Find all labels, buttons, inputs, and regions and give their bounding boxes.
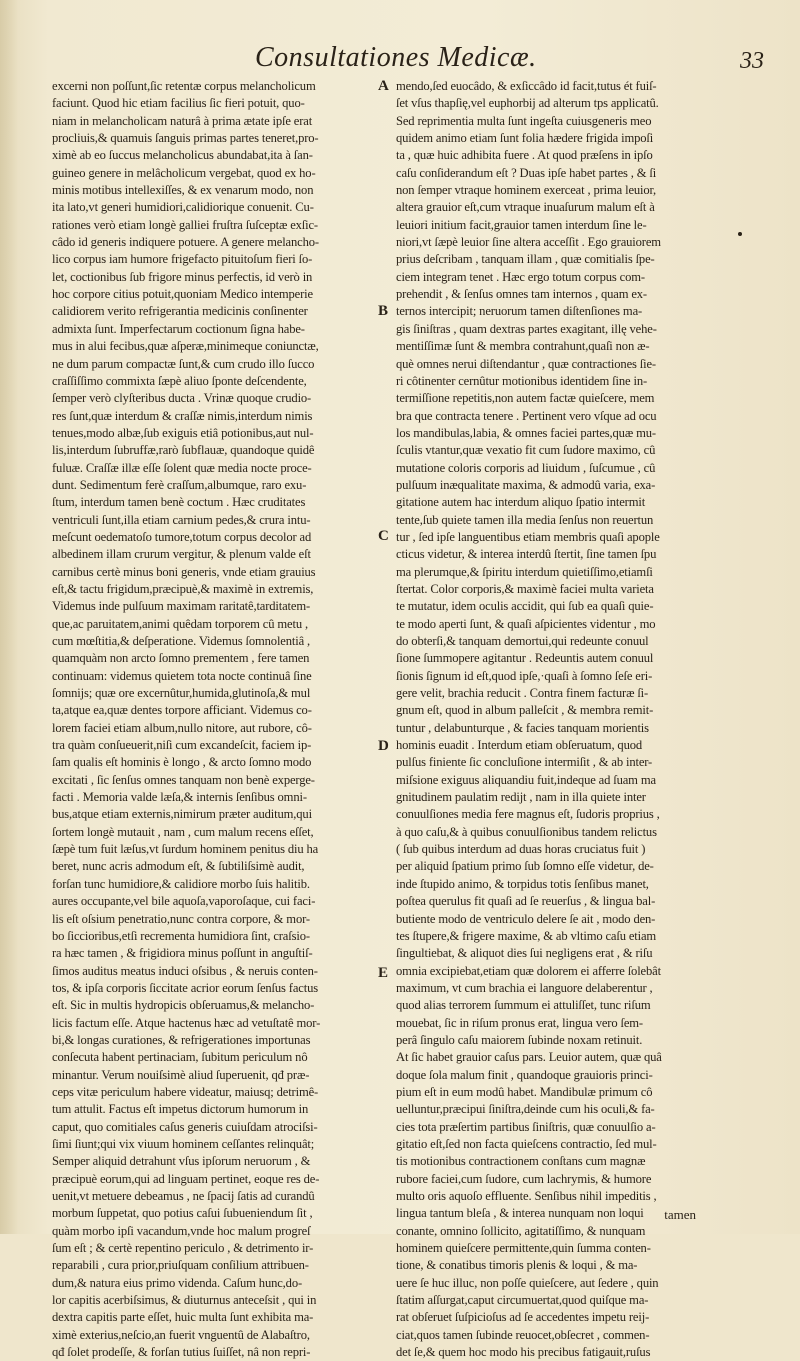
text-line: ſortem longè mutauit , nam , cum malum recens eſſet, <box>52 824 314 839</box>
text-line: pium eſt in eum modû habet. Mandibulæ primum cô <box>396 1084 653 1099</box>
text-line: procliuis,& quamuis ſanguis primas partes teneret,pro- <box>52 131 319 146</box>
text-line: tione, & conatibus timoris plenis & loqui , & ma- <box>396 1258 638 1273</box>
text-line: ne dum parum compactæ ſunt,& cum crudo illo ſucco <box>52 356 315 371</box>
text-line: butiente modo de ventriculo delere ſe ait , modo den- <box>396 911 656 926</box>
text-line: quidem animo etiam ſunt folia hædere frigida impoſi <box>396 131 654 146</box>
margin-letter-b: B <box>378 303 389 319</box>
text-line: pulſus finiente ſic concluſione intermiſit , & ab inter- <box>396 755 653 770</box>
text-line: mus in alui fecibus,quæ aſperæ,minimeque coniunctæ, <box>52 339 319 354</box>
text-line: ſculis vtantur,quæ vexatio fit cum ſudore maximo, cû <box>396 443 656 458</box>
text-line: lor capitis acerbiſsimus, & diuturnus anteceſsit , qui in <box>52 1293 317 1308</box>
text-line: tra quàm conſueuerit,niſi cum excandeſcit, faciem ip- <box>52 738 312 753</box>
text-line: conſecuta habent pertinaciam, ſubitum periculum nô <box>52 1050 308 1065</box>
text-line: carnibus certè minus boni generis, vnde etiam grauius <box>52 564 316 579</box>
text-line: ſimos auditus meatus induci oſsibus , & neruis conten- <box>52 963 318 978</box>
margin-letter-c: C <box>378 528 389 544</box>
text-line: te mutatur, idem oculis accidit, qui ſub ea quaſi quie- <box>396 599 654 614</box>
text-line: ſimi ſiunt;qui vix viuum hominem ceſſantes relinquât; <box>52 1136 315 1151</box>
text-line: ximè ab eo ſuccus melancholicus abundabat,ita à ſan- <box>52 148 313 163</box>
text-line: gnum eſt, quod in album palleſcit , & membra remit- <box>396 703 654 718</box>
text-line: lis,interdum ſubruffæ,rarò ſubflauæ, quandoque quidê <box>52 443 315 458</box>
text-line: tuntur , delabunturque , & facies tanquam morientis <box>396 720 649 735</box>
text-line: rat obſeruet ſuſpicioſus ad ſe accedentes impetu reij- <box>396 1310 650 1325</box>
text-line: ciem integram tenet . Hæc ergo totum corpus com- <box>396 269 645 284</box>
page-number: 33 <box>740 48 764 74</box>
text-line: albedinem illam crurum vergitur, & plenum valde eſt <box>52 547 311 562</box>
text-line: te modo aperti ſunt, & quaſi aſpicientes videntur , mo <box>396 616 656 631</box>
text-line: hoc corpore citius potuit,quoniam Medico intemperie <box>52 287 313 302</box>
text-line: gis ſiniſtras , quam dextras partes exagitant, illę vehe- <box>396 321 657 336</box>
margin-letter-a: A <box>378 78 389 94</box>
text-line: miſsione exiguus aliquandiu fuit,indeque ad ſuam ma <box>396 772 656 787</box>
text-line: leuiori initium facit,grauior tamen interdum ſine le- <box>396 217 647 232</box>
text-line: lis eſt oſsium penetratio,nunc contra corpore, & mor- <box>52 911 310 926</box>
text-line: gere velit, brachia reducit . Contra finem facturæ ſi- <box>396 686 649 701</box>
text-line: forſan tunc humidiore,& calidiore morbo ſuis halitib. <box>52 876 310 891</box>
text-line: Videmus inde pulſuum maximam raritatê,tarditatem- <box>52 599 311 614</box>
text-line: dunt. Sedimentum ferè craſſum,albumque, raro exu- <box>52 477 307 492</box>
text-line: prehendit , & ſenſus omnes tam internos , quam ex- <box>396 287 647 302</box>
text-line: doque ſola malum finit , quandoque grauioris princi- <box>396 1067 653 1082</box>
text-line: faciunt. Quod hic etiam facilius ſic fieri potuit, quo- <box>52 96 305 111</box>
text-line: reparabili , cura prior,priuſquam conſilium attribuen- <box>52 1258 309 1273</box>
text-line: per aliquid ſpatium primo ſub ſomno eſſe videtur, de- <box>396 859 654 874</box>
text-line: eſt. Sic in multis hydropicis obſeruamus,& melancho- <box>52 998 315 1013</box>
text-line: bi,& longas curationes, & refrigerationes importunas <box>52 1032 311 1047</box>
text-line: præcipuè eorum,qui ad linguam pertinet, eoque res de- <box>52 1171 320 1186</box>
text-line: tente,ſub quiete tamen illa media ſenſus non reuertun <box>396 512 654 527</box>
text-line: morbum ſuppetat, quo potius caſui ſubueniendum ſit , <box>52 1206 313 1221</box>
text-line: ta , quæ huic adhibita fuere . At quod præſens in ipſo <box>396 148 653 163</box>
text-line: continuam: videmus quietem tota nocte continuâ ſine <box>52 668 312 683</box>
text-line: meſcunt oedematoſo tumore,totum corpus decolor ad <box>52 529 312 544</box>
text-line: tos, & ipſa corporis ſiccitate acrior eorum ſenſus factus <box>52 980 318 995</box>
margin-letter-d: D <box>378 738 389 754</box>
text-line: ſum eſt ; & certè repentino periculo , & detrimento ir- <box>52 1241 314 1256</box>
text-line: uelluntur,præcipui ſiniſtra,deinde cum his oculi,& fa- <box>396 1102 655 1117</box>
text-line: guineo genere in melâcholicum vergebat, quod ex ho- <box>52 165 316 180</box>
text-line: multo oris aquoſo effluente. Senſibus nihil impeditis , <box>396 1189 657 1203</box>
text-line: tur , ſed ipſe languentibus etiam membris quaſi apople <box>396 529 660 544</box>
text-line: câdo id generis indiquere potuere. A genere melancho- <box>52 235 319 250</box>
text-line: ( ſub quibus interdum ad duas horas cruciatus fuit ) <box>396 842 646 857</box>
text-line: beret, nunc acris admodum eſt, & ſubtiliſsimè audit, <box>52 859 305 874</box>
text-line: craſſiſſimo commixta ſæpè aliuo ſponte deſcendente, <box>52 373 307 388</box>
text-line: ra hæc tamen , & frigidiora minus poſſunt in anguſtiſ- <box>52 946 313 961</box>
text-line: caſu conſiderandum eſt ? Duas ipſe habet partes , & ſi <box>396 165 657 180</box>
text-line: pulſuum inæqualitate maxima, & admodû varia, exa- <box>396 477 656 492</box>
left-text-column <box>52 78 376 1361</box>
text-line: tenues,modo albæ,ſub exiguis etiâ potionibus,aut nul- <box>52 425 314 440</box>
text-line: dextra capitis parte eſſet, huic multa ſunt exhibita ma- <box>52 1310 314 1325</box>
text-line: res ſunt,quæ interdum & craſſæ nimis,interdum nimis <box>52 408 313 423</box>
text-line: minis motibus intellexiſſes, & ex venarum modo, non <box>52 183 314 198</box>
text-line: ſam qualis eſt hominis è longo , & arcto ſomno modo <box>52 755 312 770</box>
text-line: fuluæ. Craſſæ illæ eſſe ſolent quæ media nocte proce- <box>52 460 312 475</box>
text-line: dum,& natura eius primo videnda. Caſum hunc,do- <box>52 1275 303 1290</box>
text-line: altera grauior eſt,cum vtraque inuaſurum malum eſt à <box>396 200 655 215</box>
text-line: Semper aliquid detrahunt vſus ipſorum neruorum , & <box>52 1154 311 1169</box>
text-line: caput, quo comitiales caſus generis cuiuſdam atrociſsi- <box>52 1119 318 1134</box>
text-line: let, coctionibus ſub frigore minus perfectis, id verò in <box>52 269 313 284</box>
ink-mark <box>738 232 742 236</box>
text-line: ita lato,vt generi humidiori,calidiorique conuenit. Cu- <box>52 200 314 215</box>
text-line: facti . Memoria valde læſa,& internis ſenſibus omni- <box>52 790 307 805</box>
text-line: ſæpè tum fuit læſus,vt ſurdum hominem penitus diu ha <box>52 842 319 857</box>
text-line: quàm morbo ipſi vacandum,vnde hoc malum progreſ <box>52 1223 311 1238</box>
text-line: cies tota præſertim partibus ſiniſtris, quæ conuulſio a- <box>396 1119 656 1134</box>
text-line: omnia excipiebat,etiam quæ dolorem ei afferre ſolebât <box>396 963 661 978</box>
text-line: ſingultiebat, & aliquot dies ſui negligens erat , & riſu <box>396 946 653 961</box>
catchword: tamen <box>664 1207 696 1222</box>
text-line: At ſic habet grauior caſus pars. Leuior autem, quæ quâ <box>396 1050 662 1065</box>
running-title: Consultationes Medicæ. <box>255 42 537 73</box>
text-line: ſtum, interdum tamen benè coctum . Hæc cruditates <box>52 495 306 510</box>
page-gutter-shadow <box>0 0 18 1234</box>
text-line: rationes verò etiam longè galliei fruſtra ſuſceptæ exſic- <box>52 217 318 232</box>
margin-section-letters <box>376 78 396 1218</box>
text-line: mouebat, ſic in riſum pronus erat, lingua vero ſem- <box>396 1015 643 1030</box>
text-line: ta,atque ea,quæ dentes torpore afficiant. Videmus co- <box>52 703 312 718</box>
margin-letter-e: E <box>378 965 389 981</box>
text-line: ſemper verò clyſteribus ducta . Vrinæ quoque crudio- <box>52 391 312 406</box>
right-text-column <box>396 78 764 1361</box>
text-line: cum mœſtitia,& deſperatione. Videmus ſomnolentiâ , <box>52 634 311 648</box>
text-line: ri côtinenter cernûtur motionibus identidem ſine in- <box>396 373 648 388</box>
text-line: niori,vt ſæpè leuior ſine altera acceſſit . Ego grauiorem <box>396 235 661 250</box>
text-line: lico corpus iam humore frigefacto pituitoſum fieri ſo- <box>52 252 313 267</box>
text-line: quamquàm non arcto ſomno prementem , fere tamen <box>52 651 310 666</box>
text-line: do obterſi,& tanquam demortui,qui redeunte conuul <box>396 634 649 648</box>
text-line: bo ſiccioribus,etſi recrementa humidiora ſint, craſsio- <box>52 928 310 943</box>
text-line: excitati , ſic ſenſus omnes tanquam non benè experge- <box>52 772 315 787</box>
text-line: eſt,& tactu frigidum,præcipuè,& maximè in extremis, <box>52 581 314 596</box>
text-line: ſet vſus thapſię,vel euphorbij ad alterum tps applicatû. <box>396 96 659 111</box>
text-line: lingua tantum bleſa , & interea nunquam non loqui <box>396 1206 644 1221</box>
text-line: admixta ſunt. Imperfectarum coctionum ſigna habe- <box>52 321 305 336</box>
text-line: det ſe,& quem hoc modo his precibus fatigauit,ruſus <box>396 1345 651 1360</box>
text-line: tum attulit. Factus eſt impetus dictorum humorum in <box>52 1102 309 1117</box>
text-line: ſtertat. Color corporis,& maximè faciei multa varieta <box>396 581 654 596</box>
text-line: excerni non poſſunt,ſic retentæ corpus melancholicum <box>52 79 316 93</box>
text-line: niam in melancholicam naturâ à prima ætate ipſe erat <box>52 113 313 128</box>
text-line: ceps vitæ periculum habere videatur, maiusq; detrimê- <box>52 1084 319 1099</box>
text-line: minantur. Verum nouiſsimè aliud ſuperuenit, qđ præ- <box>52 1067 310 1082</box>
text-line: à quo caſu,& à quibus conuulſionibus tandem relictus <box>396 824 657 839</box>
text-line: non ſemper vtraque hominem exerceat , prima leuior, <box>396 183 657 198</box>
text-line: què omnes nerui diſtendantur , quæ contractiones ſie- <box>396 356 656 371</box>
text-line: licis factum eſſe. Atque hactenus hæc ad vetuſtatê mor- <box>52 1015 321 1030</box>
text-line: qđ ſolet prodeſſe, & forſan tutius ſuiſſet, nâ non repri- <box>52 1345 311 1360</box>
text-line: termiſſione repetitis,non autem factæ quieſcere, mem <box>396 391 655 406</box>
text-line: rubore faciei,cum ſudore, cum lachrymis, & humore <box>396 1171 652 1186</box>
text-line: tes ſtupere,& frigere maxime, & ab vltimo caſu etiam <box>396 928 657 943</box>
text-line: gnitudinem paulatim redijt , nam in illa quiete inter <box>396 790 646 805</box>
text-line: ciat,quos tamen ſubinde reuocet,obſecret , commen- <box>396 1327 650 1342</box>
text-line: poſtea querulus fit quaſi ad ſe reuerſus , & lingua bal- <box>396 894 656 909</box>
text-line: ventriculi ſunt,illa etiam carnium pedes,& crura intu- <box>52 512 311 527</box>
text-line: ſionis ſignum id eſt,quod ipſe,·quaſi à ſomno ſeſe eri- <box>396 668 653 683</box>
text-line: gitatio eſt,ſed non facta quieſcens contractio, ſed mul- <box>396 1136 657 1151</box>
text-line: Sed reprimentia multa ſunt ingeſta cuiusgeneris meo <box>396 113 652 128</box>
text-line: gitatione autem hac interdum aliquo ſpatio intermit <box>396 495 646 510</box>
text-line: ſione ſummopere agitantur . Redeuntis autem conuul <box>396 651 654 666</box>
text-line: tis motionibus contractionem conſtans cum magnæ <box>396 1154 646 1169</box>
running-head <box>0 42 800 82</box>
text-line: hominis euadit . Interdum etiam obſeruatum, quod <box>396 738 643 753</box>
text-line: conante, omnino ſollicito, agitatiſſimo, & nunquam <box>396 1223 646 1238</box>
text-line: ternos intercipit; neruorum tamen diſtenſiones ma- <box>396 304 643 319</box>
text-line: ſomnijs; quæ ore excernûtur,humida,glutinoſa,& mul <box>52 686 311 701</box>
text-line: prius deſcribam , tanquam illam , quæ comitialis ſpe- <box>396 252 655 267</box>
text-line: perâ ſingulo caſu maiorem ſubinde noxam retinuit. <box>396 1032 643 1047</box>
text-line: ximè exterius,neſcio,an fuerit vnguentû de Alabaſtro, <box>52 1327 310 1342</box>
text-line: bus,atque etiam externis,nimirum præter auditum,qui <box>52 807 312 822</box>
text-line: lorem faciei etiam album,nullo nitore, aut rubore, cô- <box>52 720 312 735</box>
text-line: ſtatim aſſurgat,caput circumuertat,quod quiſque ma- <box>396 1293 649 1308</box>
text-line: calidiorem verito refrigerantia medicinis conſinenter <box>52 304 308 319</box>
text-line: mentiſſimæ ſunt & membra contrahunt,quaſi non æ- <box>396 339 650 354</box>
text-line: cticus videtur, & interea interdû ſtertit, ſine tamen ſpu <box>396 547 657 562</box>
text-line: mendo,ſed euocâdo, & exſiccâdo id facit,tutus ét fuiſ- <box>396 79 657 93</box>
text-line: hominem quieſcere permittente,quin ſumma conten- <box>396 1241 651 1256</box>
text-line: uenit,vt metuere debeamus , ne ſpacij ſatis ad curandû <box>52 1189 315 1203</box>
text-line: ma plerumque,& ſpiritu interdum quietiſſimo,etiamſi <box>396 564 653 579</box>
text-line: mutatione coloris corporis ad liuidum , ſuſcumue , cû <box>396 460 656 475</box>
text-line: quod alias terrorem ſummum ei attuliſſet, tunc riſum <box>396 998 651 1013</box>
text-line: que,ac paruitatem,animi quêdam torporem cû metu , <box>52 616 308 631</box>
text-line: bra que contracta tenere . Pertinent vero vſque ad ocu <box>396 408 657 423</box>
text-line: aures occupante,vel bile aquoſa,vaporoſaque, cui faci- <box>52 894 316 909</box>
text-line: maximum, vt cum brachia ei languore delaberentur , <box>396 980 653 995</box>
text-line: inde ſtupido animo, & torpidus totis ſenſibus manet, <box>396 876 649 891</box>
text-line: conuulſiones media fere magnus eſt, ſudoris proprius , <box>396 807 660 822</box>
text-line: uere ſe huc illuc, non poſſe quieſcere, aut ſedere , quin <box>396 1275 659 1290</box>
text-line: los mandibulas,labia, & omnes faciei partes,quæ mu- <box>396 425 656 440</box>
